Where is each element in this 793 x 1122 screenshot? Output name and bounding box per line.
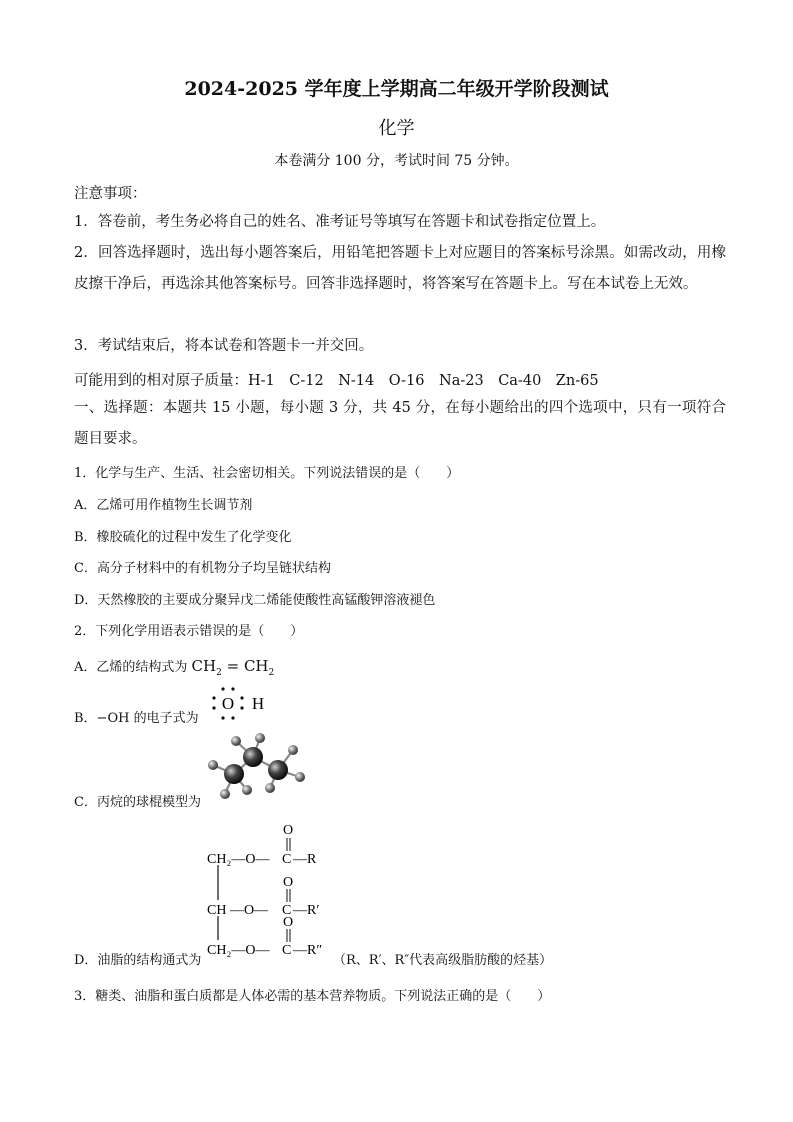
- ethylene-formula: $CH_2 = CH_2$: [191, 657, 275, 678]
- fat-row2-carbon: C: [282, 903, 292, 918]
- q2-option-b-label: B．−OH 的电子式为: [74, 711, 199, 726]
- q2-option-d-note: （R、R′、R″代表高级脂肪酸的烃基）: [333, 953, 553, 968]
- exam-title: 2024-2025 学年度上学期高二年级开学阶段测试: [184, 78, 609, 100]
- fat-row2-r: —R′: [293, 903, 320, 918]
- notice-item-1: 1．答卷前，考生务必将自己的姓名、准考证号等填写在答题卡和试卷指定位置上。: [74, 214, 606, 230]
- q3-stem: 3．糖类、油脂和蛋白质都是人体必需的基本营养物质。下列说法正确的是（ ）: [74, 989, 551, 1004]
- q1-stem: 1．化学与生产、生活、社会密切相关。下列说法错误的是（ ）: [74, 466, 460, 481]
- atomic-masses: 可能用到的相对原子质量：H-1 C-12 N-14 O-16 Na-23 Ca-40 Zn-65: [74, 373, 599, 389]
- q2-option-d-label: D．油脂的结构通式为: [74, 953, 202, 968]
- q2-option-a: [74, 656, 274, 678]
- fat-row3-oxygen: O: [283, 915, 294, 930]
- oxygen-symbol: O: [221, 694, 235, 713]
- fat-row2-oxygen: O: [283, 875, 294, 890]
- section-heading: 一、选择题：本题共 15 小题，每小题 3 分，共 45 分，在每小题给出的四个选项中，只有一项符合题目要求。: [74, 400, 726, 447]
- fat-row1-left: CH₂—O—: [207, 852, 270, 867]
- fat-row1-oxygen: O: [283, 823, 294, 838]
- fat-row2-left: CH —O—: [207, 903, 269, 918]
- fat-general-structure: [205, 818, 340, 964]
- q1-option-a: A．乙烯可用作植物生长调节剂: [74, 498, 253, 513]
- fat-row1-carbon: C: [282, 852, 292, 867]
- exam-info: 本卷满分 100 分，考试时间 75 分钟。: [274, 153, 519, 169]
- hydrogen-symbol: H: [251, 694, 265, 713]
- q2-stem: 2．下列化学用语表示错误的是（ ）: [74, 624, 304, 639]
- fat-row3-r: —R″: [293, 943, 323, 958]
- notice-item-2: 2．回答选择题时，选出每小题答案后，用铅笔把答题卡上对应题目的答案标号涂黑。如需改动，用橡皮擦干净后，再选涂其他答案标号。回答非选择题时，将答案写在答题卡上。写在本试卷上无效。: [74, 245, 726, 292]
- propane-ball-stick-model: [200, 732, 310, 804]
- notice-item-3: 3．考试结束后，将本试卷和答题卡一并交回。: [74, 338, 374, 354]
- fat-row3-carbon: C: [282, 943, 292, 958]
- exam-subject: 化学: [378, 118, 415, 139]
- fat-row1-r: —R: [293, 852, 317, 867]
- q1-option-c: C．高分子材料中的有机物分子均呈链状结构: [74, 561, 331, 576]
- q1-option-d: D．天然橡胶的主要成分聚异戊二烯能使酸性高锰酸钾溶液褪色: [74, 593, 436, 608]
- q2-option-a-label: A．乙烯的结构式为: [74, 660, 192, 675]
- q1-option-b: B．橡胶硫化的过程中发生了化学变化: [74, 530, 292, 545]
- notice-heading: 注意事项：: [74, 186, 147, 202]
- hydroxyl-electron-formula: [208, 684, 268, 724]
- q2-option-c-label: C．丙烷的球棍模型为: [74, 795, 201, 810]
- fat-row3-left: CH₂—O—: [207, 943, 270, 958]
